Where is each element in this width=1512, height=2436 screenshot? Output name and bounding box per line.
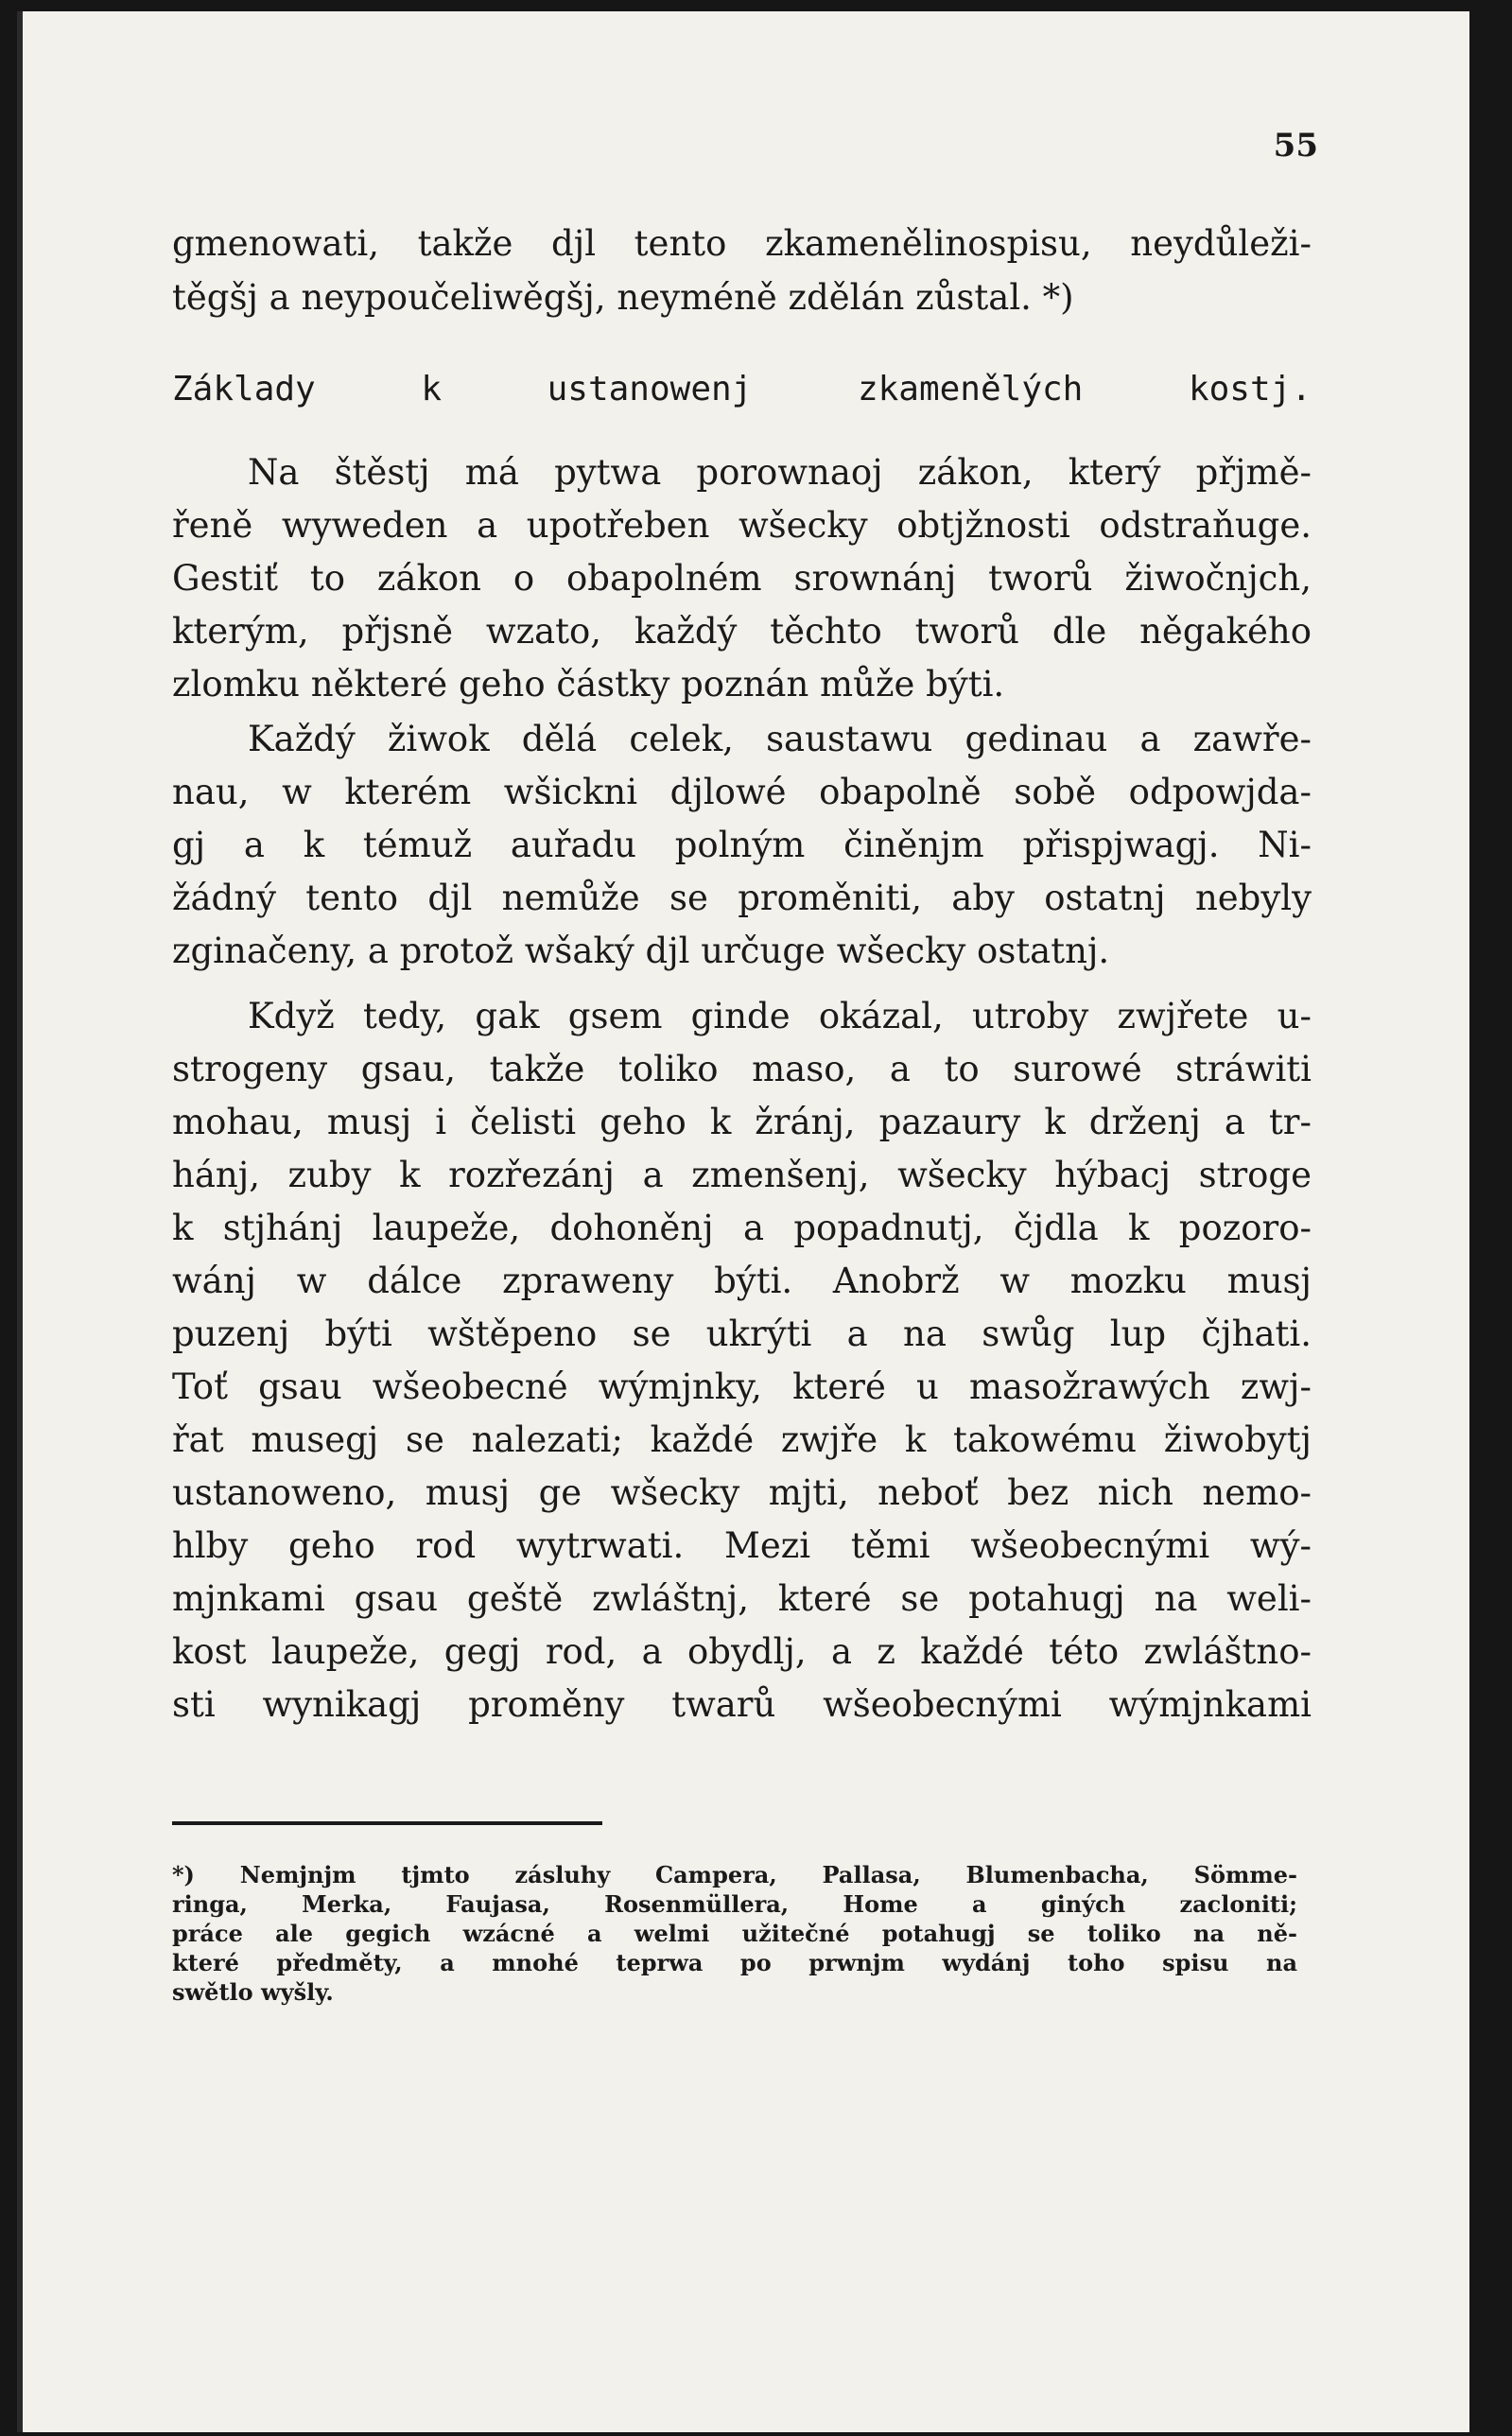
footnote-line: práce ale gegich wzácné a welmi užitečné potahugj se toliko na ně- xyxy=(172,1920,1297,1947)
text-line: těgšj a neypoučeliwěgšj, neyméně zdělán zůstal. *) xyxy=(172,277,1074,318)
text-line: Každý žiwok dělá celek, saustawu gedinau a zawře- xyxy=(248,719,1312,759)
text-line: řat musegj se nalezati; každé zwjře k takowému žiwobytj xyxy=(172,1419,1312,1460)
text-line: Toť gsau wšeobecné wýmjnky, které u masožrawých zwj- xyxy=(172,1366,1312,1407)
page-number: 55 xyxy=(1273,127,1318,165)
text-line: sti wynikagj proměny twarů wšeobecnými wýmjnkami xyxy=(172,1684,1312,1725)
text-line: nau, w kterém wšickni djlowé obapolně sobě odpowjda- xyxy=(172,772,1312,812)
text-line: Gestiť to zákon o obapolném srownánj tworů žiwočnjch, xyxy=(172,558,1312,599)
text-line: kterým, přjsně wzato, každý těchto tworů dle něgakého xyxy=(172,611,1312,652)
footnote-line: *) Nemjnjm tjmto zásluhy Campera, Pallasa, Blumenbacha, Sömme- xyxy=(172,1861,1297,1888)
text-line: žádný tento djl nemůže se proměniti, aby ostatnj nebyly xyxy=(172,878,1312,918)
text-line: ustanoweno, musj ge wšecky mjti, neboť bez nich nemo- xyxy=(172,1472,1312,1513)
text-line: wánj w dálce zpraweny býti. Anobrž w mozku musj xyxy=(172,1261,1312,1301)
text-line: hánj, zuby k rozřezánj a zmenšenj, wšecky hýbacj stroge xyxy=(172,1155,1312,1195)
footnote-line: swětlo wyšly. xyxy=(172,1978,334,2006)
book-page xyxy=(17,11,1469,2432)
footnote-line: které předměty, a mnohé teprwa po prwnjm wydánj toho spisu na xyxy=(172,1949,1297,1976)
text-line: Na štěstj má pytwa porownaoj zákon, který přjmě- xyxy=(248,452,1312,493)
text-line: zlomku některé geho částky poznán může býti. xyxy=(172,664,1005,705)
text-line: gj a k témuž auřadu polným činěnjm přispjwagj. Ni- xyxy=(172,825,1312,865)
text-line: strogeny gsau, takže toliko maso, a to surowé stráwiti xyxy=(172,1049,1312,1089)
text-line: mjnkami gsau geště zwláštnj, které se potahugj na weli- xyxy=(172,1578,1312,1619)
text-line: k stjhánj laupeže, dohoněnj a popadnutj, čjdla k pozoro- xyxy=(172,1208,1312,1248)
text-line: puzenj býti wštěpeno se ukrýti a na swůg lup čjhati. xyxy=(172,1314,1312,1354)
text-line: hlby geho rod wytrwati. Mezi těmi wšeobecnými wý- xyxy=(172,1525,1312,1566)
text-line: kost laupeže, gegj rod, a obydlj, a z každé této zwláštno- xyxy=(172,1631,1312,1672)
text-line: řeně wyweden a upotřeben wšecky obtjžnosti odstraňuge. xyxy=(172,505,1312,546)
section-heading: Základy k ustanowenj zkamenělých kostj. xyxy=(172,370,1312,409)
text-line: mohau, musj i čelisti geho k žránj, pazaury k drženj a tr- xyxy=(172,1102,1312,1142)
text-line: Když tedy, gak gsem ginde okázal, utroby zwjřete u- xyxy=(248,996,1312,1036)
text-line: gmenowati, takže djl tento zkamenělinospisu, neydůleži- xyxy=(172,223,1312,264)
footnote-line: ringa, Merka, Faujasa, Rosenmüllera, Home a giných zacloniti; xyxy=(172,1890,1297,1918)
footnote-rule xyxy=(172,1821,602,1825)
text-line: zginačeny, a protož wšaký djl určuge wšecky ostatnj. xyxy=(172,931,1110,971)
